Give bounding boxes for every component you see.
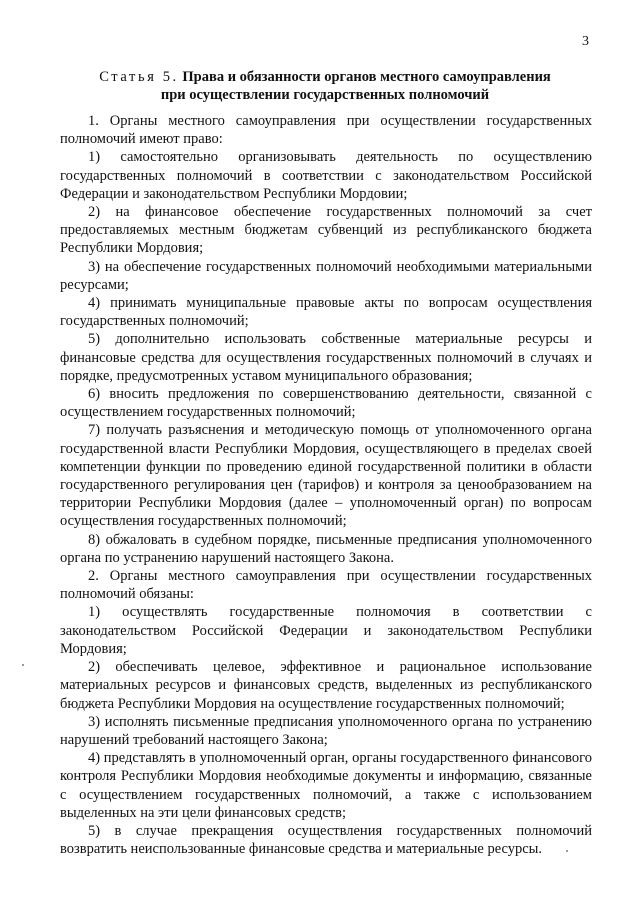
scan-artifact [566, 850, 568, 852]
article-number: Статья 5. [99, 69, 179, 85]
article-title-line-1 [60, 68, 590, 86]
paragraph-duty-3: 3) исполнять письменные предписания уполномоченного органа по устранению нарушений требований настоящего Закона; [60, 713, 592, 748]
page-number: 3 [582, 34, 589, 49]
paragraph-right-1: 1) самостоятельно организовывать деятельность по осуществлению государственных полномочий в соответствии с законодательством Российской Федерации и законодательством Республики Мордовии; [60, 149, 592, 202]
paragraph-rights-intro: 1. Органы местного самоуправления при осуществлении государственных полномочий имеют право: [60, 113, 592, 148]
paragraph-right-3: 3) на обеспечение государственных полномочий необходимыми материальными ресурсами; [60, 258, 592, 293]
paragraph-right-7: 7) получать разъяснения и методическую помощь от уполномоченного органа государственной власти Республики Мордовия, осуществляющего в пределах своей компетенции функции по проведению единой государственной политики в области государственного регулирования цен (тарифов) и контроля за ценообразованием на территории Республики Мордовия (далее – уполномоченный орган) по вопросам осуществления государственных полномочий; [60, 422, 592, 530]
paragraph-right-2: 2) на финансовое обеспечение государственных полномочий за счет предоставляемых местным бюджетам субвенций из республиканского бюджета Республики Мордовия; [60, 204, 592, 257]
paragraph-duties-intro: 2. Органы местного самоуправления при осуществлении государственных полномочий обязаны: [60, 568, 592, 603]
paragraph-duty-5: 5) в случае прекращения осуществления государственных полномочий возвратить неиспользованные финансовые средства и материальные ресурсы. [60, 822, 592, 858]
article-title-line-2 [60, 86, 590, 104]
paragraph-duty-4: 4) представлять в уполномоченный орган, органы государственного финансового контроля Республики Мордовия необходимые документы и информацию, связанные с осуществлением государственных полномочий, а также с использованием выделенных на эти цели финансовых средств; [60, 750, 592, 821]
paragraph-duty-2: 2) обеспечивать целевое, эффективное и рациональное использование материальных ресурсов и финансовых средств, выделенных из республиканского бюджета Республики Мордовия на осуществление государственных полномочий; [60, 659, 592, 712]
scan-artifact [22, 664, 24, 666]
paragraph-duty-1: 1) осуществлять государственные полномочия в соответствии с законодательством Российской Федерации и законодательством Республики Мордовия; [60, 604, 592, 657]
paragraph-right-5: 5) дополнительно использовать собственные материальные ресурсы и финансовые средства для осуществления государственных полномочий в случаях и порядке, предусмотренных уставом муниципального образования; [60, 331, 592, 384]
paragraph-right-8: 8) обжаловать в судебном порядке, письменные предписания уполномоченного органа по устранению нарушений настоящего Закона. [60, 531, 592, 566]
article-body [60, 112, 592, 858]
article-heading-2: при осуществлении государственных полномочий [160, 87, 490, 103]
paragraph-right-6: 6) вносить предложения по совершенствованию деятельности, связанной с осуществлением государственных полномочий; [60, 386, 592, 421]
paragraph-right-4: 4) принимать муниципальные правовые акты по вопросам осуществления государственных полномочий; [60, 295, 592, 330]
article-title [60, 68, 590, 104]
article-heading-1: Права и обязанности органов местного самоуправления [182, 69, 551, 85]
